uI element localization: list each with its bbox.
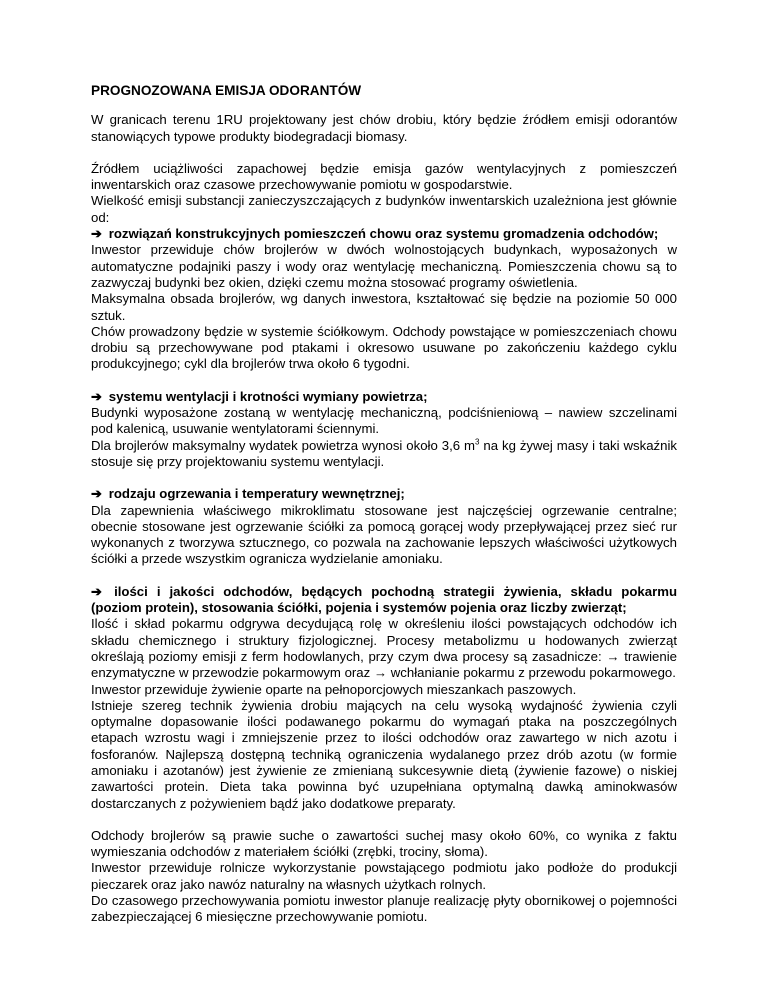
section-3-heading: [91, 486, 677, 502]
section-4-heading: [91, 584, 677, 617]
final-paragraph-2: Inwestor przewiduje rolnicze wykorzystanie powstającego podmiotu jako podłoże do produkcji pieczarek oraz jako nawóz naturalny na własnych użytkach rolnych.: [91, 860, 677, 892]
section-3-paragraph-1: Dla zapewnienia właściwego mikroklimatu stosowane jest najczęściej ogrzewanie centralne; obecnie stosowane jest ogrzewanie ściółki za pomocą gorącej wody przepływającej przez sieć rur wykonanych z tworzywa sztucznego, co pozwala na zachowanie lepszych właściwości użytkowych ściółki a przede wszystkim ogranicza wydzielanie amoniaku.: [91, 502, 677, 567]
arrow-icon: ➔: [91, 486, 103, 502]
arrow-icon: ➔: [91, 226, 103, 242]
section-4-paragraph-1: Ilość i skład pokarmu odgrywa decydującą rolę w określeniu ilości powstających odchodów ich składu chemicznego i struktury fizjologicznej. Procesy metabolizmu u hodowanych zwierząt określają poziomy emisji z ferm hodowlanych, przy czym dwa procesy są zasadnicze: → trawienie enzymatyczne w przewodzie pokarmowym oraz → wchłanianie pokarmu z przewodu pokarmowego.: [91, 616, 677, 681]
section-2-paragraph-2: [91, 438, 677, 471]
section-2-paragraph-1: Budynki wyposażone zostaną w wentylację mechaniczną, podciśnieniową – nawiew szczelinami pod kalenicą, usuwanie wentylatorami ściennymi.: [91, 405, 677, 437]
section-4-paragraph-2: Inwestor przewiduje żywienie oparte na pełnoporcjowych mieszankach paszowych.: [91, 681, 577, 697]
section-1-paragraph-1: Inwestor przewiduje chów brojlerów w dwóch wolnostojących budynkach, wyposażonych w automatyczne podajniki paszy i wody oraz wentylację mechaniczną. Pomieszczenia chowu są to zazwyczaj budynki bez okien, dzięki czemu można stosować programy oświetlenia.: [91, 242, 677, 290]
intro-paragraph: W granicach terenu 1RU projektowany jest chów drobiu, który będzie źródłem emisji odorantów stanowiących typowe produkty biodegradacji biomasy.: [91, 112, 677, 144]
source-paragraph-2: Wielkość emisji substancji zanieczyszczających z budynków inwentarskich uzależniona jest głównie od:: [91, 193, 677, 225]
page-title: PROGNOZOWANA EMISJA ODORANTÓW: [91, 83, 362, 98]
section-4-heading-text: ilości i jakości odchodów, będących pochodną strategii żywienia, składu pokarmu (poziom protein), stosowania ściółki, pojenia i systemów pojenia oraz liczby zwierząt;: [91, 583, 677, 616]
section-2-heading: [91, 389, 677, 405]
section-4-paragraph-3: Istnieje szereg technik żywienia drobiu mających na celu wysoką wydajność żywienia czyli optymalne dopasowanie ilości podawanego pokarmu do wymagań ptaka na poszczególnych etapach wzrostu wagi i zmniejszenie przez to ilości odchodów oraz zawartego w nich azotu i fosforanów. Najlepszą dostępną techniką ograniczenia wydalanego przez drób azotu (w formie amoniaku i azotanów) jest żywienie ze zmienianą sukcesywnie dietą (żywienie fazowe) o niskiej zawartości protein. Dieta taka powinna być uzupełniana optymalną dawką aminokwasów dostarczanych z pożywieniem bądź jako dodatkowe preparaty.: [91, 697, 677, 811]
section-3: [91, 486, 677, 567]
cubic-superscript: 3: [475, 437, 480, 447]
section-2-heading-text: systemu wentylacji i krotności wymiany powietrza;: [108, 388, 428, 404]
section-1-paragraph-3: Chów prowadzony będzie w systemie ściółkowym. Odchody powstające w pomieszczeniach chowu drobiu są przechowywane pod ptakami i okresowo usuwane po zakończeniu każdego cyklu produkcyjnego; cykl dla brojlerów trwa około 6 tygodni.: [91, 323, 677, 372]
final-paragraph-3: Do czasowego przechowywania pomiotu inwestor planuje realizację płyty obornikowej o pojemności zabezpieczającej 6 miesięczne przechowywanie pomiotu.: [91, 893, 677, 925]
final-paragraph-1: Odchody brojlerów są prawie suche o zawartości suchej masy około 60%, co wynika z faktu wymieszania odchodów z materiałem ściółki (zrębki, trociny, słoma).: [91, 827, 677, 860]
document-page: [91, 83, 677, 942]
arrow-icon: ➔: [91, 583, 103, 599]
intro-section: [91, 112, 677, 145]
airflow-text-start: Dla brojlerów maksymalny wydatek powietrza wynosi około 3,6 m: [91, 437, 475, 453]
section-1-heading: [91, 226, 677, 242]
airflow-text-end: na kg żywej masy i taki wskaźnik stosuje się przy projektowaniu systemu wentylacji.: [91, 437, 677, 469]
section-1-paragraph-2: Maksymalna obsada brojlerów, wg danych inwestora, kształtować się będzie na poziomie 50 000 sztuk.: [91, 291, 677, 323]
arrow-icon: ➔: [91, 388, 103, 404]
sources-section: [91, 161, 677, 373]
section-4: [91, 584, 677, 812]
final-section: [91, 828, 677, 926]
section-2: [91, 389, 677, 470]
source-paragraph-1: Źródłem uciążliwości zapachowej będzie emisja gazów wentylacyjnych z pomieszczeń inwentarskich oraz czasowe przechowywanie pomiotu w gospodarstwie.: [91, 160, 677, 193]
section-3-heading-text: rodzaju ogrzewania i temperatury wewnętrznej;: [108, 486, 405, 502]
section-1-heading-text: rozwiązań konstrukcyjnych pomieszczeń chowu oraz systemu gromadzenia odchodów;: [108, 226, 659, 242]
